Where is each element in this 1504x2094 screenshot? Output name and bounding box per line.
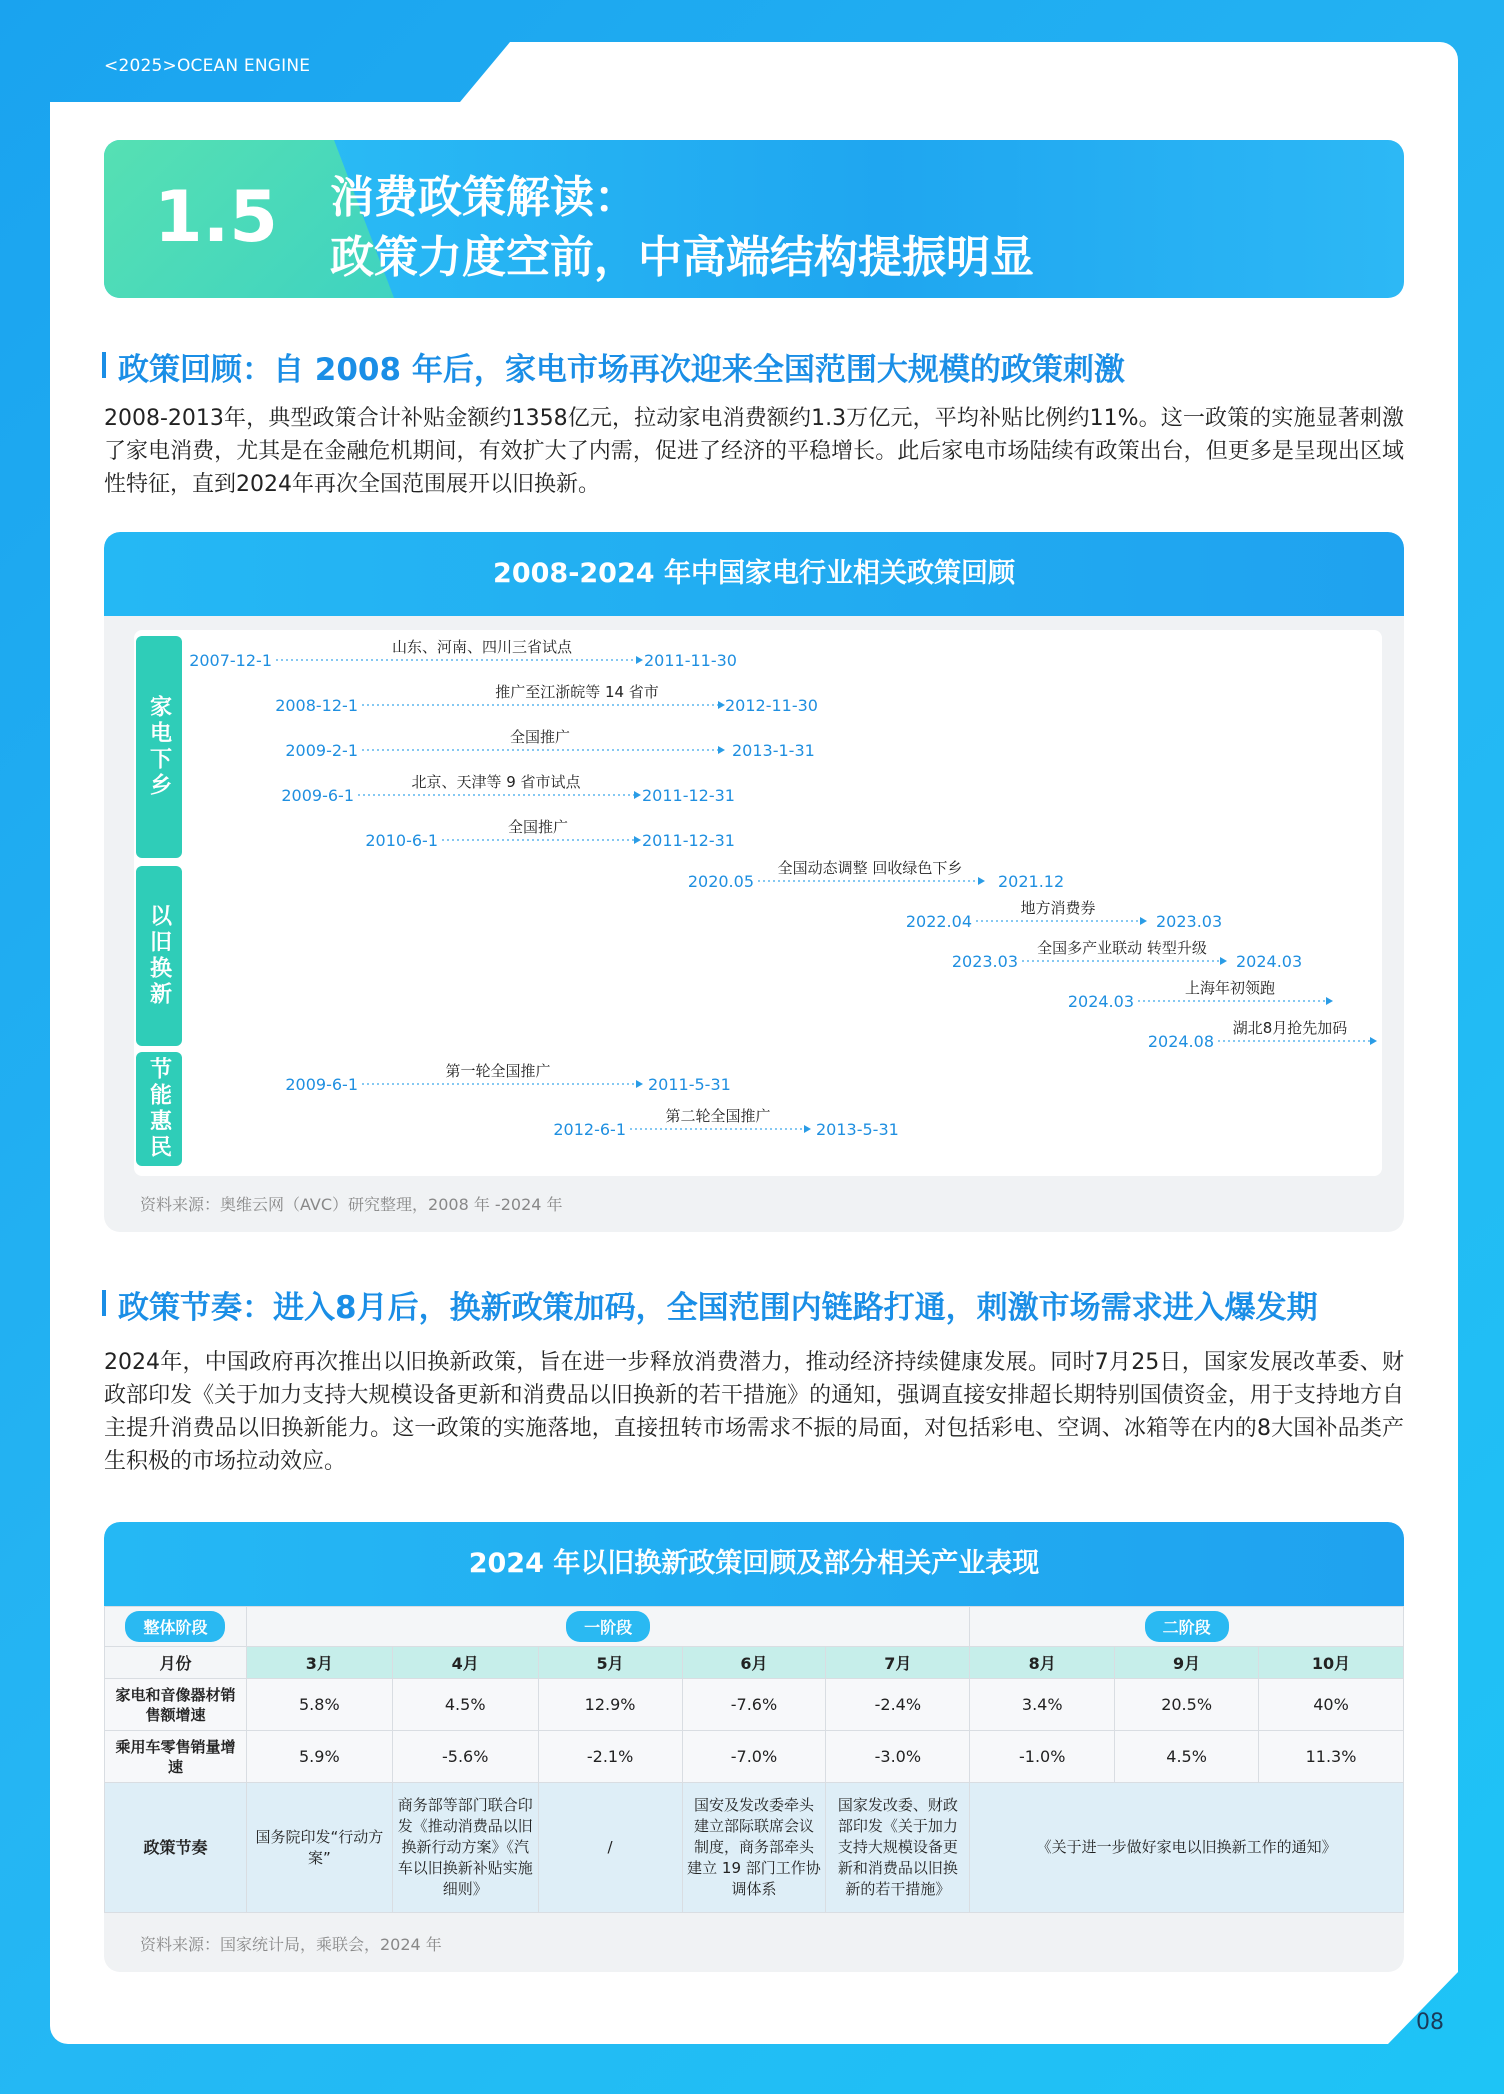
policy-row <box>105 1783 1404 1913</box>
timeline-start-date: 2024.08 <box>1147 1032 1214 1051</box>
timeline-arrow-icon <box>1140 917 1147 925</box>
timeline-start-date: 2009-6-1 <box>285 1075 358 1094</box>
timeline-arrow-icon <box>718 746 725 754</box>
month-cell: 8月 <box>970 1647 1115 1679</box>
timeline-start-date: 2007-12-1 <box>189 651 272 670</box>
timeline-event-label: 全国动态调整 回收绿色下乡 <box>777 859 963 877</box>
month-row <box>105 1647 1404 1679</box>
timeline-event-label: 山东、河南、四川三省试点 <box>391 638 573 656</box>
timeline-start-date: 2023.03 <box>951 952 1018 971</box>
group-label-rural: 家电下乡 <box>136 636 182 858</box>
timeline-event-label: 全国多产业联动 转型升级 <box>1037 939 1207 957</box>
stage2-badge: 二阶段 <box>1145 1611 1229 1642</box>
month-label: 月份 <box>105 1647 247 1679</box>
table-cell: 5.9% <box>246 1731 392 1783</box>
timeline-start-date: 2009-6-1 <box>281 786 354 805</box>
month-cell: 10月 <box>1259 1647 1404 1679</box>
section1-paragraph: 2008-2013年，典型政策合计补贴金额约1358亿元，拉动家电消费额约1.3万亿元，平均补贴比例约11%。这一政策的实施显著刺激了家电消费，尤其是在金融危机期间，有效扩大了内需，促进了经济的平稳增长。此后家电市场陆续有政策出台，但更多是呈现出区域性特征，直到2024年再次全国范围展开以旧换新。 <box>104 406 1404 497</box>
timeline-start-date: 2020.05 <box>687 872 754 891</box>
timeline-arrow-icon <box>718 701 725 709</box>
appliance-growth-row <box>105 1679 1404 1731</box>
timeline-arrow-icon <box>634 791 641 799</box>
hero-title-line2: 政策力度空前，中高端结构提振明显 <box>330 232 1034 283</box>
policy-cell: 国安及发改委牵头建立部际联席会议制度，商务部牵头建立 19 部门工作协调体系 <box>682 1783 826 1913</box>
timeline-end-date: 2013-5-31 <box>816 1120 899 1139</box>
table-cell: 40% <box>1259 1679 1404 1731</box>
timeline-arrow-icon <box>636 1080 643 1088</box>
timeline-arrow-icon <box>634 836 641 844</box>
table-cell: 4.5% <box>1115 1731 1259 1783</box>
timeline-end-date: 2021.12 <box>998 872 1065 891</box>
month-cell: 6月 <box>682 1647 826 1679</box>
table-cell: 12.9% <box>538 1679 682 1731</box>
policy-cell: 商务部等部门联合印发《推动消费品以旧换新行动方案》《汽车以旧换新补贴实施细则》 <box>392 1783 538 1913</box>
stage-label: 整体阶段 <box>125 1611 225 1642</box>
stage1-cell <box>246 1607 969 1647</box>
section-number: 1.5 <box>153 176 278 258</box>
timeline-start-date: 2010-6-1 <box>365 831 438 850</box>
policy-cell: 国务院印发“行动方案” <box>246 1783 392 1913</box>
timeline-event-label: 推广至江浙皖等 14 省市 <box>495 683 659 701</box>
timeline-arrow-icon <box>1370 1037 1377 1045</box>
table-cell: -3.0% <box>826 1731 970 1783</box>
section1-title: 政策回顾：自 2008 年后，家电市场再次迎来全国范围大规模的政策刺激 <box>104 344 1125 389</box>
policy-table <box>104 1606 1404 1913</box>
row-label: 家电和音像器材销售额增速 <box>105 1679 247 1731</box>
table-cell: -2.4% <box>826 1679 970 1731</box>
timeline-start-date: 2024.03 <box>1067 992 1134 1011</box>
timeline-start-date: 2022.04 <box>905 912 972 931</box>
month-cell: 7月 <box>826 1647 970 1679</box>
timeline-start-date: 2009-2-1 <box>285 741 358 760</box>
table-cell: -5.6% <box>392 1731 538 1783</box>
timeline-end-date: 2013-1-31 <box>732 741 815 760</box>
timeline-arrow-icon <box>978 877 985 885</box>
month-cell: 3月 <box>246 1647 392 1679</box>
timeline-event-label: 上海年初领跑 <box>1184 979 1276 997</box>
policy-cell: / <box>538 1783 682 1913</box>
timeline-arrow-icon <box>1220 957 1227 965</box>
policy-cell: 《关于进一步做好家电以旧换新工作的通知》 <box>970 1783 1404 1913</box>
section2-paragraph: 2024年，中国政府再次推出以旧换新政策，旨在进一步释放消费潜力，推动经济持续健康发展。同时7月25日，国家发展改革委、财政部印发《关于加力支持大规模设备更新和消费品以旧换新的若干措施》的通知，强调直接安排超长期特别国债资金，用于支持地方自主提升消费品以旧换新能力。这一政策的实施落地，直接扭转市场需求不振的局面，对包括彩电、空调、冰箱等在内的8大国补品类产生积极的市场拉动效应。 <box>104 1350 1404 1474</box>
timeline-event-label: 北京、天津等 9 省市试点 <box>411 773 581 791</box>
month-cell: 9月 <box>1115 1647 1259 1679</box>
brand-label: <2025>OCEAN ENGINE <box>104 56 311 76</box>
timeline-arrow-icon <box>804 1125 811 1133</box>
timeline-event-label: 第一轮全国推广 <box>445 1062 551 1080</box>
policy-cell: 国家发改委、财政部印发《关于加力支持大规模设备更新和消费品以旧换新的若干措施》 <box>826 1783 970 1913</box>
timeline-source: 资料来源：奥维云网（AVC）研究整理，2008 年 -2024 年 <box>140 1195 563 1214</box>
section2-title: 政策节奏：进入8月后，换新政策加码，全国范围内链路打通，刺激市场需求进入爆发期 <box>104 1282 1318 1327</box>
timeline-end-date: 2011-11-30 <box>644 651 737 670</box>
timeline-start-date: 2012-6-1 <box>553 1120 626 1139</box>
table-cell: 20.5% <box>1115 1679 1259 1731</box>
row-label: 政策节奏 <box>105 1783 247 1913</box>
month-cell: 5月 <box>538 1647 682 1679</box>
group-label-tradein: 以旧换新 <box>136 866 182 1046</box>
table-cell: -7.0% <box>682 1731 826 1783</box>
month-cell: 4月 <box>392 1647 538 1679</box>
car-growth-row <box>105 1731 1404 1783</box>
table-cell: -7.6% <box>682 1679 826 1731</box>
timeline-event-label: 地方消费券 <box>1020 899 1096 917</box>
timeline-event-label: 全国推广 <box>507 818 569 836</box>
timeline-end-date: 2012-11-30 <box>725 696 818 715</box>
table-cell: 11.3% <box>1259 1731 1404 1783</box>
timeline-arrow-icon <box>636 656 643 664</box>
stage2-cell <box>970 1607 1404 1647</box>
table-cell: -2.1% <box>538 1731 682 1783</box>
timeline-arrow-icon <box>1326 997 1333 1005</box>
table-title: 2024 年以旧换新政策回顾及部分相关产业表现 <box>104 1522 1404 1606</box>
row-label: 乘用车零售销量增速 <box>105 1731 247 1783</box>
timeline-title: 2008-2024 年中国家电行业相关政策回顾 <box>104 532 1404 616</box>
table-cell: 4.5% <box>392 1679 538 1731</box>
table-cell: 5.8% <box>246 1679 392 1731</box>
group-label-energy: 节能惠民 <box>136 1052 182 1166</box>
table-cell: -1.0% <box>970 1731 1115 1783</box>
hero-title-line1: 消费政策解读： <box>330 172 638 223</box>
timeline-end-date: 2011-5-31 <box>648 1075 731 1094</box>
timeline-event-label: 湖北8月抢先加码 <box>1232 1019 1348 1037</box>
stage1-badge: 一阶段 <box>566 1611 650 1642</box>
table-source: 资料来源：国家统计局，乘联会，2024 年 <box>140 1935 442 1954</box>
timeline-event-label: 全国推广 <box>509 728 571 746</box>
page-number: 08 <box>1416 2010 1444 2035</box>
stage-label-cell <box>105 1607 247 1647</box>
timeline-end-date: 2011-12-31 <box>642 831 735 850</box>
timeline-end-date: 2023.03 <box>1156 912 1223 931</box>
timeline-start-date: 2008-12-1 <box>275 696 358 715</box>
timeline-end-date: 2011-12-31 <box>642 786 735 805</box>
timeline-event-label: 第二轮全国推广 <box>665 1107 771 1125</box>
timeline-end-date: 2024.03 <box>1236 952 1303 971</box>
stage-row <box>105 1607 1404 1647</box>
table-cell: 3.4% <box>970 1679 1115 1731</box>
